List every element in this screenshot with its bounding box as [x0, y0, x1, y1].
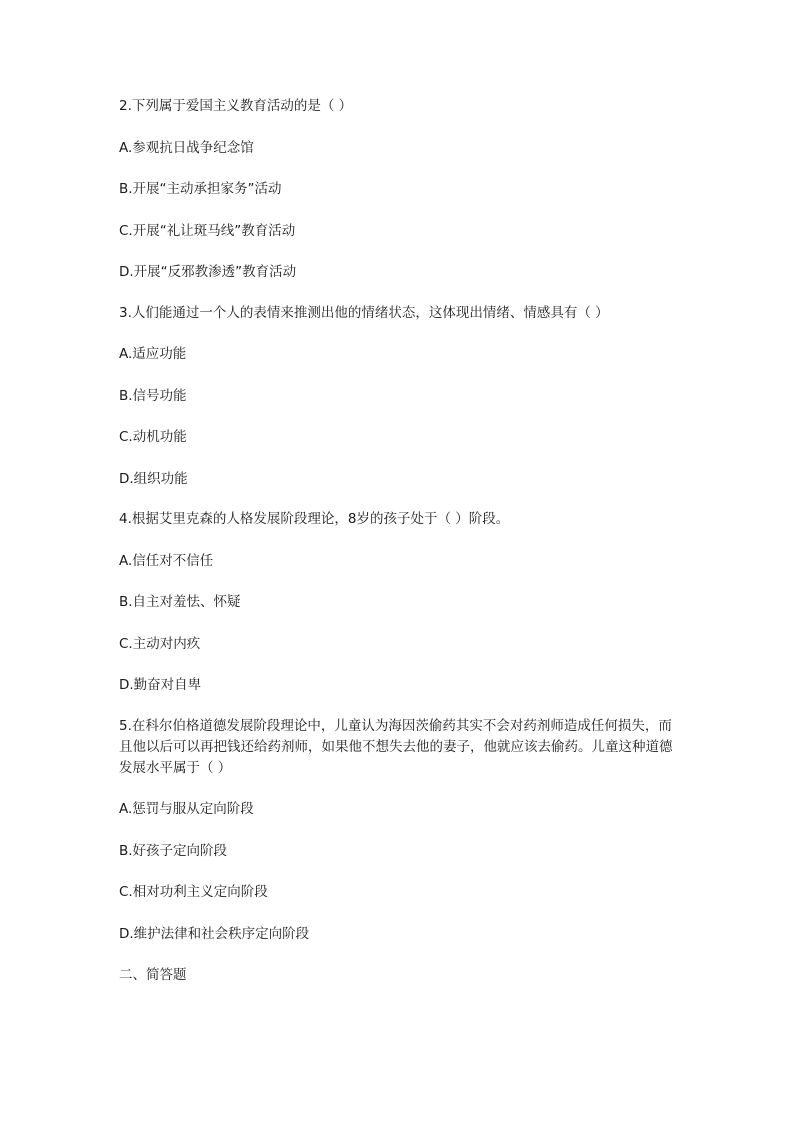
question-4-title: 4.根据艾里克森的人格发展阶段理论，8岁的孩子处于（ ）阶段。 [119, 511, 510, 527]
question-5-option-b: B.好孩子定向阶段 [119, 842, 228, 859]
question-3-title: 3.人们能通过一个人的表情来推测出他的情绪状态，这体现出情绪、情感具有（ ） [119, 304, 609, 321]
question-5-option-c: C.相对功利主义定向阶段 [119, 884, 268, 900]
question-3-option-d: D.组织功能 [119, 470, 188, 487]
question-2-option-b: B.开展“主动承担家务”活动 [119, 181, 282, 197]
question-2-option-d: D.开展“反邪教渗透”教育活动 [119, 264, 297, 280]
question-5-option-a: A.惩罚与服从定向阶段 [119, 801, 254, 817]
question-3-option-b: B.信号功能 [119, 387, 187, 404]
question-4-option-d: D.勤奋对自卑 [119, 677, 202, 693]
question-4-option-a: A.信任对不信任 [119, 552, 214, 569]
question-4-option-b: B.自主对羞怯、怀疑 [119, 594, 241, 610]
question-2-option-a: A.参观抗日战争纪念馆 [119, 139, 254, 156]
question-3-option-a: A.适应功能 [119, 346, 187, 362]
question-5-title: 5.在科尔伯格道德发展阶段理论中，儿童认为海因茨偷药其实不会对药剂师造成任何损失，而且他以后可以再把钱还给药剂师，如果他不想失去他的妻子，他就应该去偷药。儿童这种道德发展水平属于（ ） [119, 717, 673, 776]
question-2-title: 2.下列属于爱国主义教育活动的是（ ） [119, 98, 353, 114]
question-2-option-c: C.开展“礼让斑马线”教育活动 [119, 222, 296, 239]
document-page [119, 96, 679, 986]
question-5-option-d: D.维护法律和社会秩序定向阶段 [119, 925, 310, 942]
question-3-option-c: C.动机功能 [119, 429, 187, 445]
section-title: 二、简答题 [119, 967, 187, 983]
question-4-option-c: C.主动对内疚 [119, 635, 201, 652]
